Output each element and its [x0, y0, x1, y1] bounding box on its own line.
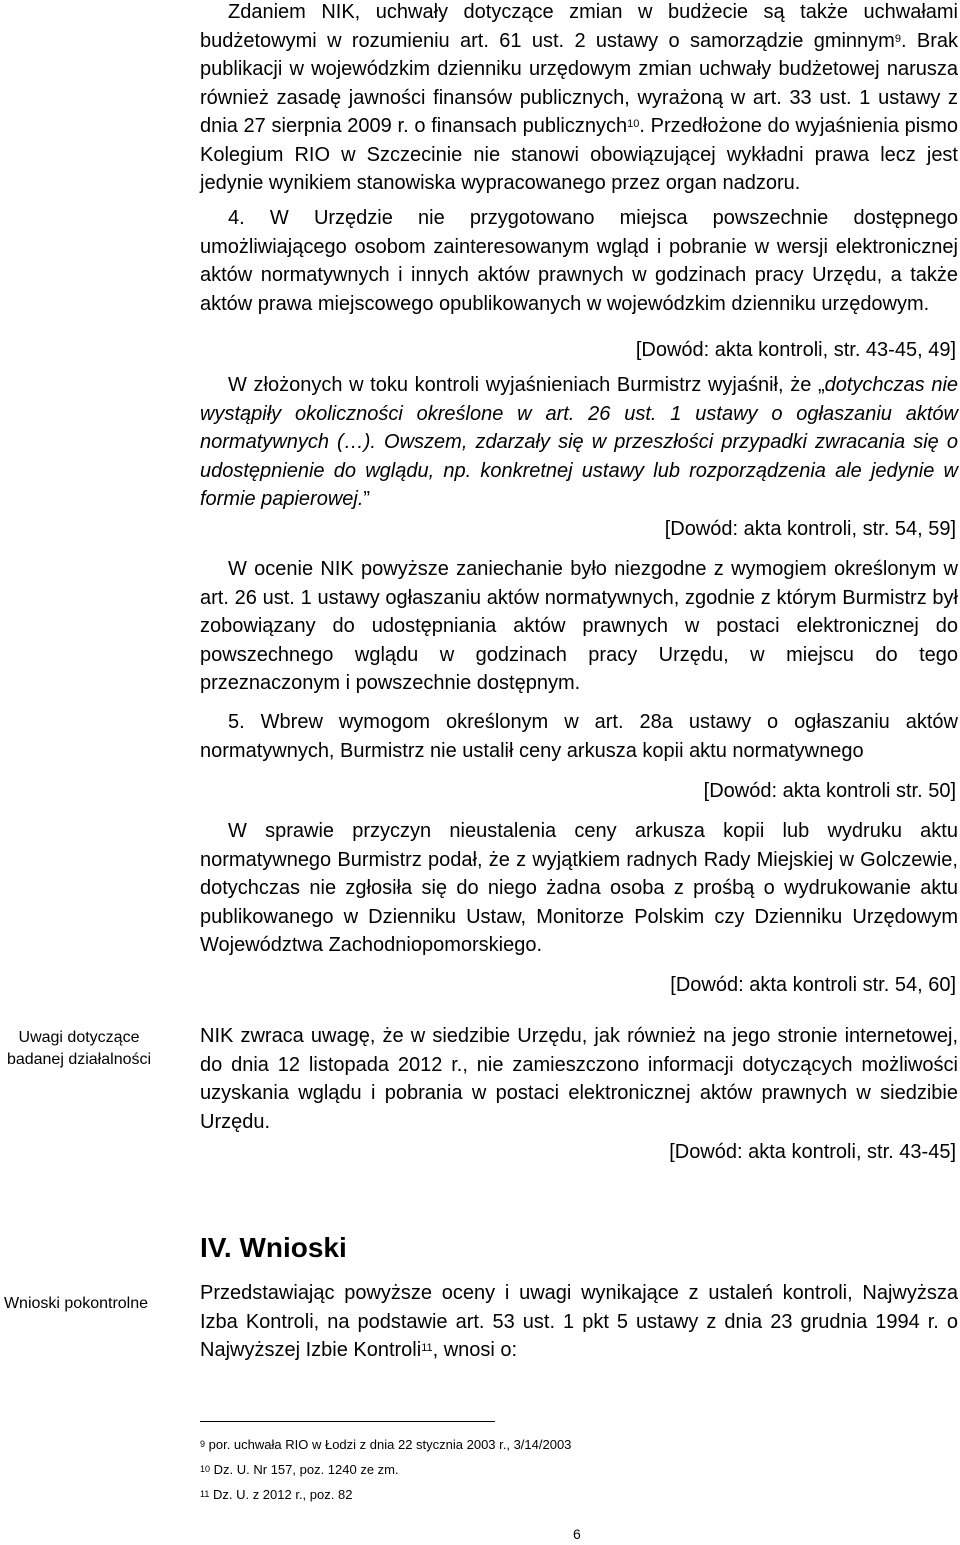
evidence-reference: [Dowód: akta kontroli, str. 43-45]	[669, 1141, 956, 1163]
evidence-reference: [Dowód: akta kontroli, str. 43-45, 49]	[635, 339, 956, 361]
evidence-reference: [Dowód: akta kontroli str. 54, 60]	[670, 974, 956, 996]
footnote-text: Dz. U. z 2012 r., poz. 82	[212, 1487, 353, 1502]
evidence-reference: [Dowód: akta kontroli str. 50]	[703, 780, 956, 802]
footnote-ref-10: 10	[627, 118, 640, 130]
page-number: 6	[573, 1526, 581, 1542]
footnote-number: 9	[200, 1439, 206, 1449]
footnote-number: 10	[200, 1464, 211, 1474]
footnote-number: 11	[200, 1489, 210, 1499]
footnote-ref-11: 11	[421, 1342, 433, 1354]
paragraph-text: W złożonych w toku kontroli wyjaśnieniach Burmistrz wyjaśnił, że „	[228, 374, 825, 396]
footnote-11	[200, 1486, 352, 1504]
paragraph-nik-assessment: W ocenie NIK powyższe zaniechanie było niezgodne z wymogiem określonym w art. 26 ust. 1 ustawy ogłaszaniu aktów normatywnych, zgodnie z którym Burmistrz był zobowiązany do udostępniania aktów prawnych w postaci elektronicznej do powszechnego wglądu w godzinach pracy Urzędu, w miejscu do tego przeznaczonym i powszechnie dostępnym.	[200, 558, 958, 694]
paragraph-point-5: 5. Wbrew wymogom określonym w art. 28a ustawy o ogłaszaniu aktów normatywnych, Burmistrz nie ustalił ceny arkusza kopii aktu normatywnego	[200, 711, 958, 762]
section-heading: IV. Wnioski	[200, 1232, 347, 1263]
side-label-line: Uwagi dotyczące	[18, 1029, 140, 1046]
paragraph-text: , wnosi o:	[432, 1339, 518, 1361]
paragraph-mayor-explanation	[200, 371, 958, 514]
paragraph-point-4: 4. W Urzędzie nie przygotowano miejsca powszechnie dostępnego umożliwiającego osobom zainteresowanym wgląd i pobranie w wersji elektronicznej aktów normatywnych i innych aktów prawnych w godzinach pracy Urzędu, a także aktów prawa miejscowego opublikowanych w wojewódzkim dzienniku urzędowym.	[200, 207, 958, 315]
side-label-conclusions: Wnioski pokontrolne	[3, 1295, 149, 1312]
quoted-explanation: dotychczas nie wystąpiły okoliczności określone w art. 26 ust. 1 ustawy o ogłaszaniu aktów normatywnych (…). Owszem, zdarzały się w przeszłości przypadki zwracania się o udostępnienie do wglądu, np. konkretnej ustawy lub rozporządzenia ale jedynie w formie papierowej.	[200, 374, 959, 510]
paragraph-text: Zdaniem NIK, uchwały dotyczące zmian w budżecie są także uchwałami budżetowymi w rozumieniu art. 61 ust. 2 ustawy o samorządzie gminnym	[200, 1, 958, 52]
side-label-remarks	[3, 1027, 155, 1071]
closing-quote: ”	[363, 488, 371, 510]
evidence-reference: [Dowód: akta kontroli, str. 54, 59]	[664, 518, 956, 540]
paragraph-nik-remark: NIK zwraca uwagę, że w siedzibie Urzędu, jak również na jego stronie internetowej, do dnia 12 listopada 2012 r., nie zamieszczono informacji dotyczących możliwości uzyskania wglądu i pobrania w postaci elektronicznej aktów prawnych w siedzibie Urzędu.	[200, 1025, 958, 1133]
footnote-separator	[200, 1421, 495, 1422]
footnote-9	[200, 1436, 571, 1454]
side-label-line: badanej działalności	[6, 1051, 152, 1068]
paragraph-text: . Przedłożone do wyjaśnienia pismo Kolegium RIO w Szczecinie nie stanowi obowiązującej wykładni prawa lecz jest jedynie wynikiem stanowiska wypracowanego przez organ nadzoru.	[200, 115, 959, 194]
footnote-text: Dz. U. Nr 157, poz. 1240 ze zm.	[213, 1462, 399, 1477]
footnote-text: por. uchwała RIO w Łodzi z dnia 22 stycznia 2003 r., 3/14/2003	[208, 1437, 572, 1452]
paragraph-conclusions-intro	[200, 1279, 958, 1365]
paragraph-text: . Brak publikacji w wojewódzkim dzienniku urzędowym zmian uchwały budżetowej narusza również zasadę jawności finansów publicznych, wyrażoną w art. 33 ust. 1 ustawy z dnia 27 sierpnia 2009 r. o finansach publicznych	[200, 29, 958, 137]
paragraph-text: Przedstawiając powyższe oceny i uwagi wynikające z ustaleń kontroli, Najwyższa Izba Kontroli, na podstawie art. 53 ust. 1 pkt 5 ustawy z dnia 23 grudnia 1994 r. o Najwyższej Izbie Kontroli	[200, 1282, 958, 1361]
footnote-ref-9: 9	[894, 32, 901, 45]
paragraph-budget-resolutions	[200, 0, 958, 198]
paragraph-price-reasons: W sprawie przyczyn nieustalenia ceny arkusza kopii lub wydruku aktu normatywnego Burmistrz podał, że z wyjątkiem radnych Rady Miejskiej w Golczewie, dotychczas nie zgłosiła się do niego żadna osoba z prośbą o wydrukowanie aktu publikowanego w Dzienniku Ustaw, Monitorze Polskim czy Dzienniku Urzędowym Województwa Zachodniopomorskiego.	[200, 820, 958, 956]
footnote-10	[200, 1461, 399, 1479]
